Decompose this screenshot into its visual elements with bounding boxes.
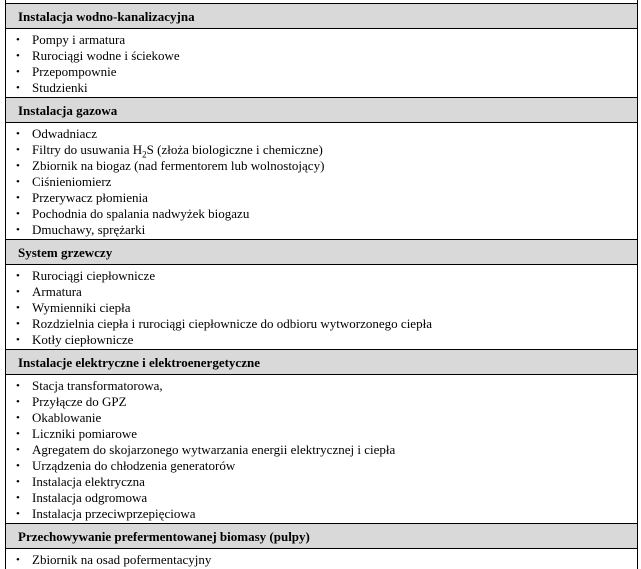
- list-item: [6, 458, 637, 474]
- list-item: [6, 174, 637, 190]
- bullet-icon: •: [16, 192, 20, 204]
- bullet-icon: •: [16, 444, 20, 456]
- list-item-label: Instalacja odgromowa: [32, 490, 148, 505]
- bullet-icon: •: [16, 460, 20, 472]
- bullet-icon: •: [16, 286, 20, 298]
- bullet-icon: •: [16, 380, 20, 392]
- list-item: [6, 474, 637, 490]
- list-item-label: Studzienki: [32, 80, 88, 95]
- list-item-label: Przyłącze do GPZ: [32, 394, 127, 409]
- list-item-label: Okablowanie: [32, 410, 102, 425]
- list-item-label: Armatura: [32, 284, 82, 299]
- list-item: [6, 206, 637, 222]
- list-item: [6, 394, 637, 410]
- bullet-icon: •: [16, 318, 20, 330]
- bullet-icon: •: [16, 82, 20, 94]
- bullet-icon: •: [16, 50, 20, 62]
- section-title: Instalacje elektryczne i elektroenergetyczne: [6, 349, 637, 375]
- list-item-label: Agregatem do skojarzonego wytwarzania energii elektrycznej i ciepła: [32, 442, 396, 457]
- bullet-icon: •: [16, 428, 20, 440]
- list-item-label: Zbiornik na biogaz (nad fermentorem lub wolnostojący): [32, 158, 325, 173]
- sections-container: [6, 3, 637, 569]
- section-title: System grzewczy: [6, 239, 637, 265]
- list-item: [6, 506, 637, 522]
- list-item-label: Rozdzielnia ciepła i rurociągi ciepłownicze do odbioru wytworzonego ciepła: [32, 316, 432, 331]
- list-item-label: Rurociągi wodne i ściekowe: [32, 48, 180, 63]
- bullet-icon: •: [16, 492, 20, 504]
- list-item: [6, 410, 637, 426]
- list-item: [6, 316, 637, 332]
- section-list: [6, 375, 637, 523]
- bullet-icon: •: [16, 176, 20, 188]
- section-title: Przechowywanie prefermentowanej biomasy (pulpy): [6, 523, 637, 549]
- list-item-label: Ciśnieniomierz: [32, 174, 112, 189]
- list-item-label: Przerywacz płomienia: [32, 190, 148, 205]
- bullet-icon: •: [16, 554, 20, 566]
- list-item: [6, 222, 637, 238]
- section-title: Instalacja gazowa: [6, 97, 637, 123]
- list-item-label: Wymienniki ciepła: [32, 300, 131, 315]
- bullet-icon: •: [16, 160, 20, 172]
- section-list: [6, 123, 637, 239]
- bullet-icon: •: [16, 224, 20, 236]
- list-item: [6, 80, 637, 96]
- list-item-label: Dmuchawy, sprężarki: [32, 222, 146, 237]
- bullet-icon: •: [16, 334, 20, 346]
- list-item: [6, 142, 637, 158]
- bullet-icon: •: [16, 128, 20, 140]
- list-item: [6, 48, 637, 64]
- list-item-label: Rurociągi ciepłownicze: [32, 268, 156, 283]
- list-item-label: Urządzenia do chłodzenia generatorów: [32, 458, 236, 473]
- list-item-label: Instalacja elektryczna: [32, 474, 145, 489]
- bullet-icon: •: [16, 302, 20, 314]
- list-item: [6, 378, 637, 394]
- list-item-label: Stacja transformatorowa,: [32, 378, 163, 393]
- bullet-icon: •: [16, 270, 20, 282]
- list-item-label: Kotły ciepłownicze: [32, 332, 134, 347]
- list-item: [6, 190, 637, 206]
- list-item: [6, 300, 637, 316]
- list-item-label: Liczniki pomiarowe: [32, 426, 138, 441]
- section-list: [6, 549, 637, 569]
- list-item-label: Instalacja przeciwprzepięciowa: [32, 506, 196, 521]
- list-item-label: Filtry do usuwania $H_2S$ (złoża biologiczne i chemiczne): [32, 142, 323, 160]
- equipment-table: [5, 0, 638, 569]
- list-item-label: Pochodnia do spalania nadwyżek biogazu: [32, 206, 250, 221]
- list-item: [6, 32, 637, 48]
- bullet-icon: •: [16, 34, 20, 46]
- section-list: [6, 265, 637, 349]
- section-title: Instalacja wodno-kanalizacyjna: [6, 3, 637, 29]
- list-item: [6, 268, 637, 284]
- list-item: [6, 332, 637, 348]
- list-item: [6, 284, 637, 300]
- bullet-icon: •: [16, 412, 20, 424]
- list-item: [6, 552, 637, 568]
- list-item-label: Pompy i armatura: [32, 32, 126, 47]
- section-list: [6, 29, 637, 97]
- bullet-icon: •: [16, 208, 20, 220]
- bullet-icon: •: [16, 144, 20, 156]
- list-item: [6, 490, 637, 506]
- bullet-icon: •: [16, 396, 20, 408]
- bullet-icon: •: [16, 476, 20, 488]
- list-item-label: Zbiornik na osad pofermentacyjny: [32, 552, 212, 567]
- list-item: [6, 126, 637, 142]
- list-item: [6, 426, 637, 442]
- list-item: [6, 158, 637, 174]
- list-item-label: Odwadniacz: [32, 126, 97, 141]
- list-item: [6, 442, 637, 458]
- list-item-label: Przepompownie: [32, 64, 117, 79]
- list-item: [6, 64, 637, 80]
- bullet-icon: •: [16, 66, 20, 78]
- bullet-icon: •: [16, 508, 20, 520]
